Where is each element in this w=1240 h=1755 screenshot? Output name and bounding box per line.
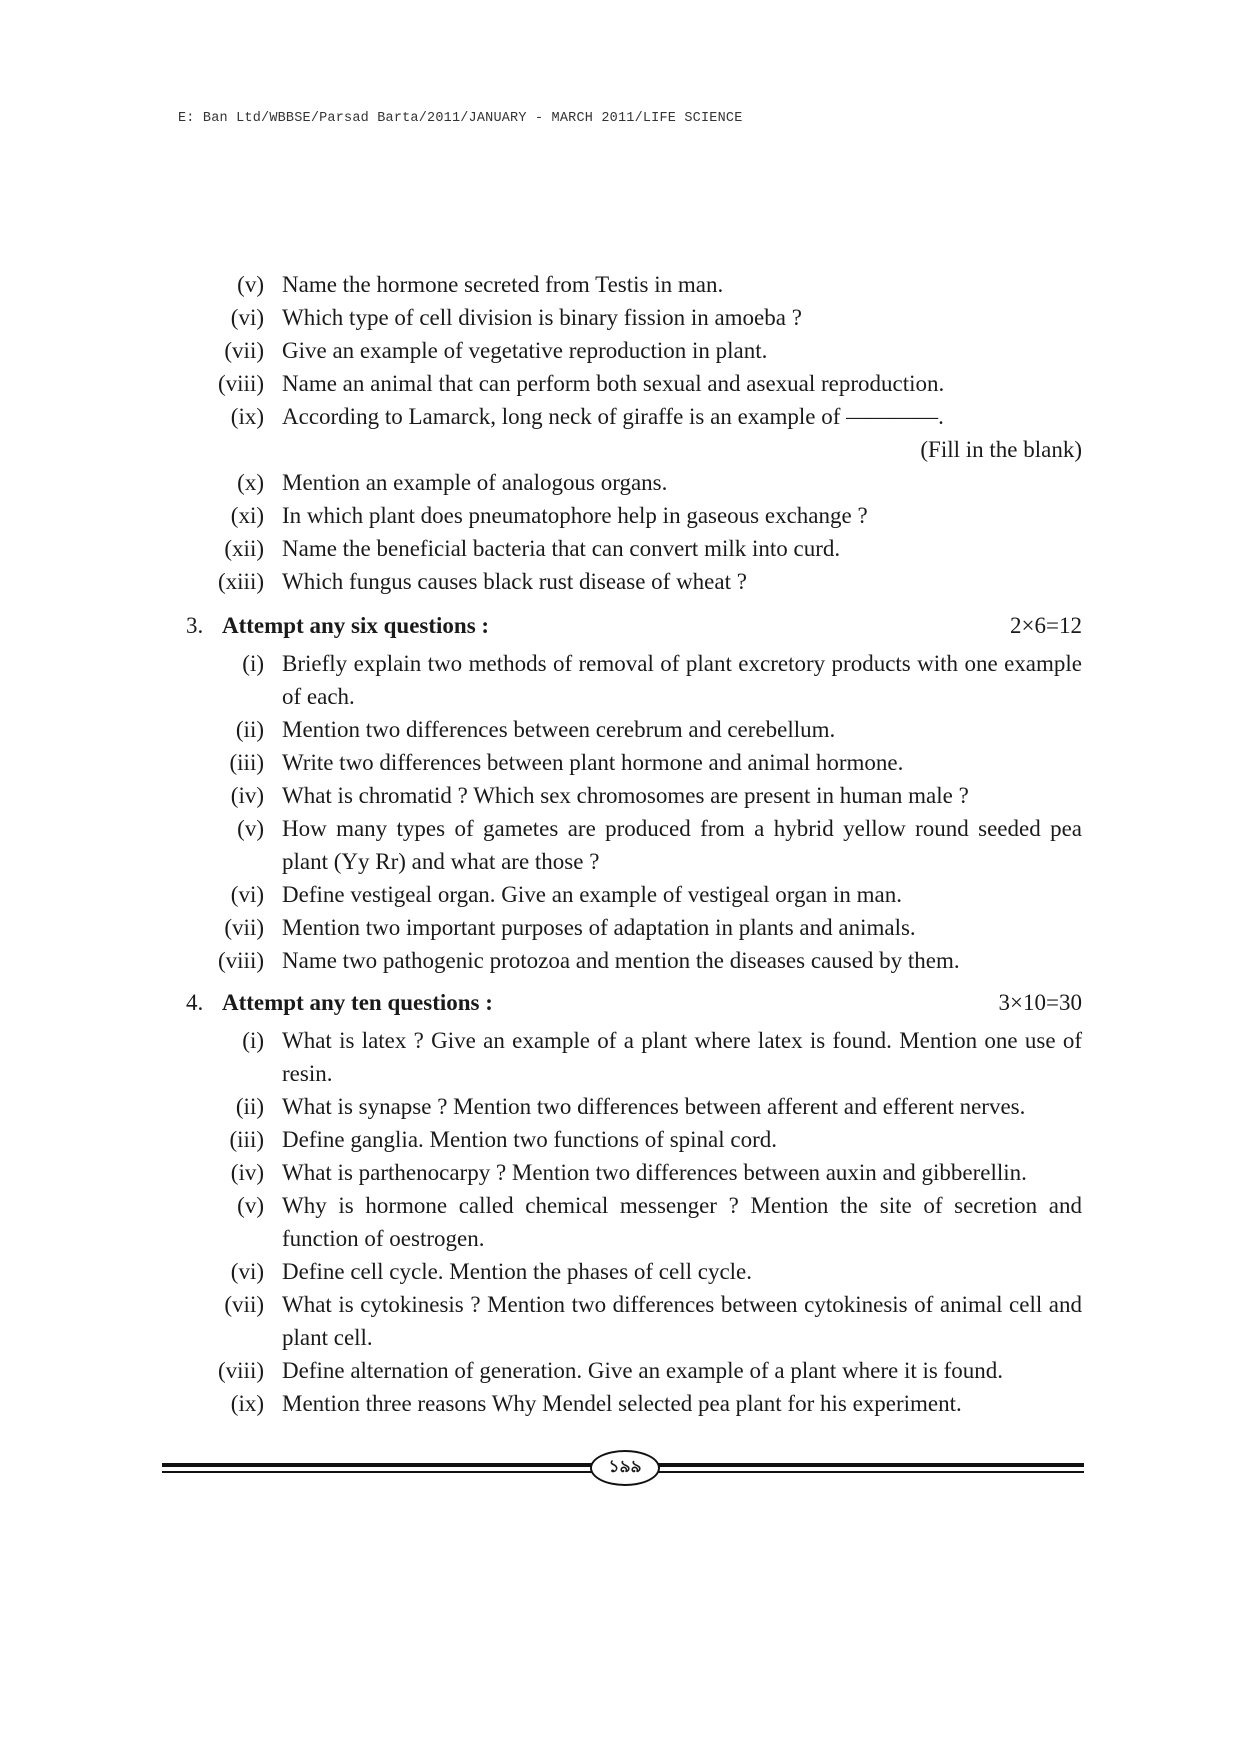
- question-text: Mention three reasons Why Mendel selected pea plant for his experiment.: [282, 1391, 962, 1416]
- question-item: [218, 944, 1082, 977]
- question-number: (i): [242, 1028, 264, 1053]
- question-number: (iv): [230, 783, 264, 808]
- question-number: (vii): [224, 338, 264, 363]
- question-item: [230, 1255, 1082, 1288]
- question-item: [237, 1189, 1082, 1255]
- question-item: [230, 400, 1082, 433]
- running-header: E: Ban Ltd/WBBSE/Parsad Barta/2011/JANUARY - MARCH 2011/LIFE SCIENCE: [178, 111, 743, 126]
- question-text: In which plant does pneumatophore help in gaseous exchange ?: [282, 503, 868, 528]
- question-text: Name an animal that can perform both sexual and asexual reproduction.: [282, 371, 945, 396]
- question-text: Define ganglia. Mention two functions of spinal cord.: [282, 1127, 778, 1152]
- section-number: 4.: [186, 990, 204, 1015]
- question-item: [218, 565, 1082, 598]
- question-item: [237, 268, 1082, 301]
- question-text: Mention two important purposes of adaptation in plants and animals.: [282, 915, 916, 940]
- section-number: 3.: [186, 613, 204, 638]
- section-heading: [186, 609, 1082, 642]
- question-item: [229, 1123, 1082, 1156]
- question-item: [230, 878, 1082, 911]
- question-text: What is parthenocarpy ? Mention two differences between auxin and gibberellin.: [282, 1160, 1027, 1185]
- question-number: (vii): [224, 915, 264, 940]
- question-text: Briefly explain two methods of removal of plant excretory products with one example of each.: [282, 651, 1082, 709]
- question-text: Mention an example of analogous organs.: [282, 470, 668, 495]
- question-number: (x): [237, 470, 264, 495]
- question-number: (viii): [218, 371, 264, 396]
- question-text: Which fungus causes black rust disease of wheat ?: [282, 569, 747, 594]
- question-number: (iii): [229, 750, 264, 775]
- question-item: [218, 1354, 1082, 1387]
- question-number: (vi): [230, 882, 264, 907]
- section-title: Attempt any six questions :: [222, 613, 490, 638]
- question-text: According to Lamarck, long neck of giraffe is an example of ————.: [282, 404, 944, 429]
- question-item: [230, 499, 1082, 532]
- question-number: (v): [237, 272, 264, 297]
- question-number: (vi): [230, 1259, 264, 1284]
- question-item: [218, 367, 1082, 400]
- question-number: (ix): [230, 404, 264, 429]
- question-number: (vii): [224, 1292, 264, 1317]
- question-item: [237, 812, 1082, 878]
- question-text: Mention two differences between cerebrum and cerebellum.: [282, 717, 836, 742]
- question-text: Name two pathogenic protozoa and mention the diseases caused by them.: [282, 948, 960, 973]
- question-item: [230, 301, 1082, 334]
- question-text: What is chromatid ? Which sex chromosomes are present in human male ?: [282, 783, 969, 808]
- question-item: [230, 1387, 1082, 1420]
- section-heading: [186, 986, 1082, 1019]
- question-text: Define alternation of generation. Give an example of a plant where it is found.: [282, 1358, 1004, 1383]
- question-item: [237, 466, 1082, 499]
- question-text: Define cell cycle. Mention the phases of cell cycle.: [282, 1259, 753, 1284]
- question-item: [224, 1288, 1082, 1354]
- question-text: Write two differences between plant hormone and animal hormone.: [282, 750, 904, 775]
- question-number: (v): [237, 816, 264, 841]
- question-item: [235, 1090, 1082, 1123]
- question-text: Name the beneficial bacteria that can convert milk into curd.: [282, 536, 841, 561]
- question-text: Name the hormone secreted from Testis in man.: [282, 272, 724, 297]
- question-number: (iv): [230, 1160, 264, 1185]
- question-number: (xi): [230, 503, 264, 528]
- question-number: (ix): [230, 1391, 264, 1416]
- question-text: Which type of cell division is binary fission in amoeba ?: [282, 305, 802, 330]
- section-marks: 3×10=30: [998, 990, 1082, 1015]
- page-number: ১৯৯: [590, 1450, 660, 1486]
- question-text: Give an example of vegetative reproduction in plant.: [282, 338, 768, 363]
- question-number: (xiii): [218, 569, 264, 594]
- fill-in-blank-note: (Fill in the blank): [920, 437, 1082, 462]
- question-number: (vi): [230, 305, 264, 330]
- question-item: [224, 911, 1082, 944]
- question-text: What is synapse ? Mention two differences between afferent and efferent nerves.: [282, 1094, 1026, 1119]
- question-text: What is latex ? Give an example of a plant where latex is found. Mention one use of resin.: [282, 1028, 1082, 1086]
- question-text: What is cytokinesis ? Mention two differences between cytokinesis of animal cell and plant cell.: [282, 1292, 1082, 1350]
- question-number: (iii): [229, 1127, 264, 1152]
- question-number: (viii): [218, 1358, 264, 1383]
- question-item: [230, 1156, 1082, 1189]
- section-title: Attempt any ten questions :: [222, 990, 493, 1015]
- question-number: (v): [237, 1193, 264, 1218]
- question-number: (i): [242, 651, 264, 676]
- question-number: (ii): [235, 1094, 264, 1119]
- question-item: [242, 647, 1082, 713]
- question-number: (ii): [235, 717, 264, 742]
- section-marks: 2×6=12: [1010, 613, 1082, 638]
- page-footer: [162, 1450, 1084, 1490]
- question-item: [235, 713, 1082, 746]
- question-item: [224, 334, 1082, 367]
- question-text: How many types of gametes are produced from a hybrid yellow round seeded pea plant (Yy Rr) and what are those ?: [282, 816, 1082, 874]
- question-number: (viii): [218, 948, 264, 973]
- question-text: Define vestigeal organ. Give an example of vestigeal organ in man.: [282, 882, 902, 907]
- question-item: [230, 779, 1082, 812]
- question-item: [229, 746, 1082, 779]
- question-text: Why is hormone called chemical messenger ? Mention the site of secretion and function of oestrogen.: [282, 1193, 1082, 1251]
- question-number: (xii): [224, 536, 264, 561]
- question-item: [242, 1024, 1082, 1090]
- question-item: [224, 532, 1082, 565]
